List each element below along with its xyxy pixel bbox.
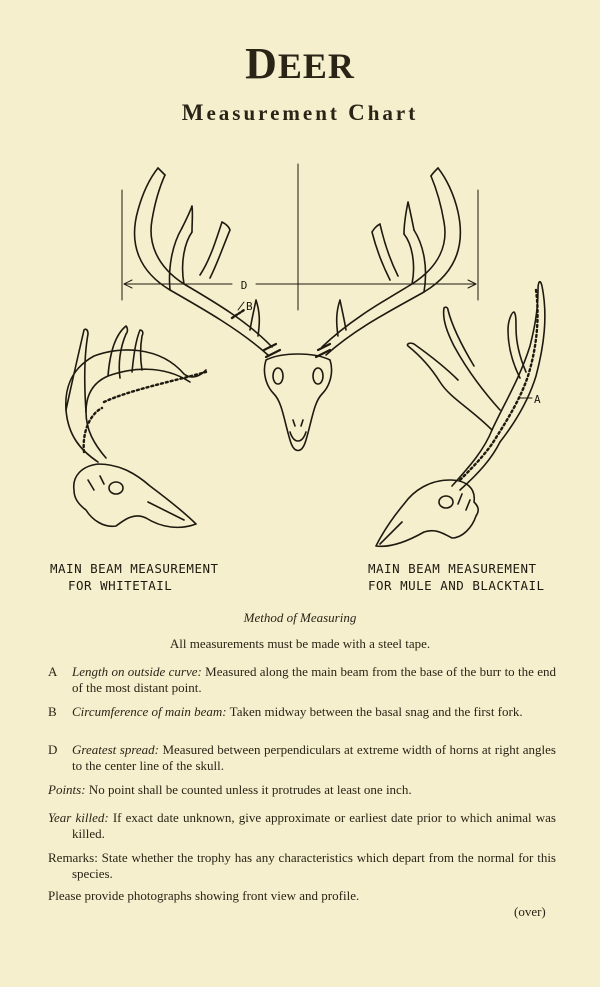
circumference-b-marker bbox=[232, 310, 244, 318]
whitetail-antler-profile bbox=[66, 326, 206, 462]
item-letter-b: B bbox=[48, 704, 57, 719]
page-title bbox=[0, 38, 600, 89]
year-killed-note bbox=[48, 810, 556, 842]
measurement-item-d bbox=[48, 742, 556, 774]
label-b-pointer bbox=[238, 302, 244, 310]
antler-measurement-diagram bbox=[0, 150, 600, 560]
subtitle-part-4: hart bbox=[367, 101, 419, 125]
remarks-note bbox=[48, 850, 556, 882]
year-lead: Year killed: bbox=[48, 810, 109, 825]
mule-antler-profile bbox=[407, 282, 544, 490]
photos-text: Please provide photographs showing front view and profile. bbox=[48, 888, 360, 903]
subtitle-part-2: easurement bbox=[206, 101, 349, 125]
spread-arrow-d bbox=[124, 280, 476, 288]
item-letter-a: A bbox=[48, 664, 58, 679]
subtitle-part-1: M bbox=[181, 100, 207, 125]
item-letter-d: D bbox=[48, 742, 58, 757]
mule-skull-profile bbox=[376, 480, 478, 546]
points-lead: Points: bbox=[48, 782, 86, 797]
label-b: B bbox=[246, 300, 253, 313]
points-text: No point shall be counted unless it protrudes at least one inch. bbox=[85, 782, 412, 797]
item-lead-b: Circumference of main beam: bbox=[72, 704, 227, 719]
front-skull bbox=[264, 354, 331, 451]
points-note bbox=[48, 782, 556, 798]
mule-caption bbox=[368, 560, 545, 594]
measurement-item-a bbox=[48, 664, 556, 696]
item-lead-d: Greatest spread: bbox=[72, 742, 159, 757]
whitetail-caption-line-2: FOR WHITETAIL bbox=[68, 578, 173, 593]
mule-caption-line-1: MAIN BEAM MEASUREMENT bbox=[368, 561, 537, 576]
year-text: If exact date unknown, give approximate or earliest date prior to which animal was killed. bbox=[72, 810, 556, 841]
method-heading: Method of Measuring bbox=[243, 610, 357, 625]
label-a: A bbox=[534, 393, 541, 406]
label-d: D bbox=[240, 279, 248, 292]
whitetail-skull-profile bbox=[74, 464, 196, 527]
method-intro: All measurements must be made with a steel tape. bbox=[169, 636, 431, 651]
title-rest: EER bbox=[277, 46, 355, 86]
item-text-d: Measured between perpendiculars at extreme width of horns at right angles to the center line of the skull. bbox=[72, 742, 556, 773]
title-initial: D bbox=[245, 39, 278, 88]
item-text-b: Taken midway between the basal snag and the first fork. bbox=[226, 704, 523, 719]
front-antler-left bbox=[135, 168, 280, 357]
whitetail-caption-line-1: MAIN BEAM MEASUREMENT bbox=[50, 561, 219, 576]
remarks-text: Remarks: State whether the trophy has any characteristics which depart from the normal for this species. bbox=[48, 850, 556, 881]
measurement-item-b bbox=[48, 704, 556, 720]
subtitle-part-3: C bbox=[348, 100, 368, 125]
item-lead-a: Length on outside curve: bbox=[72, 664, 202, 679]
front-antler-right bbox=[316, 168, 460, 357]
page-subtitle bbox=[0, 100, 600, 126]
item-text-a: Measured along the main beam from the base of the burr to the end of the most distant point. bbox=[72, 664, 556, 695]
over-note: (over) bbox=[514, 904, 546, 919]
whitetail-caption bbox=[50, 560, 219, 594]
mule-caption-line-2: FOR MULE AND BLACKTAIL bbox=[368, 578, 545, 593]
photos-note bbox=[48, 888, 556, 904]
